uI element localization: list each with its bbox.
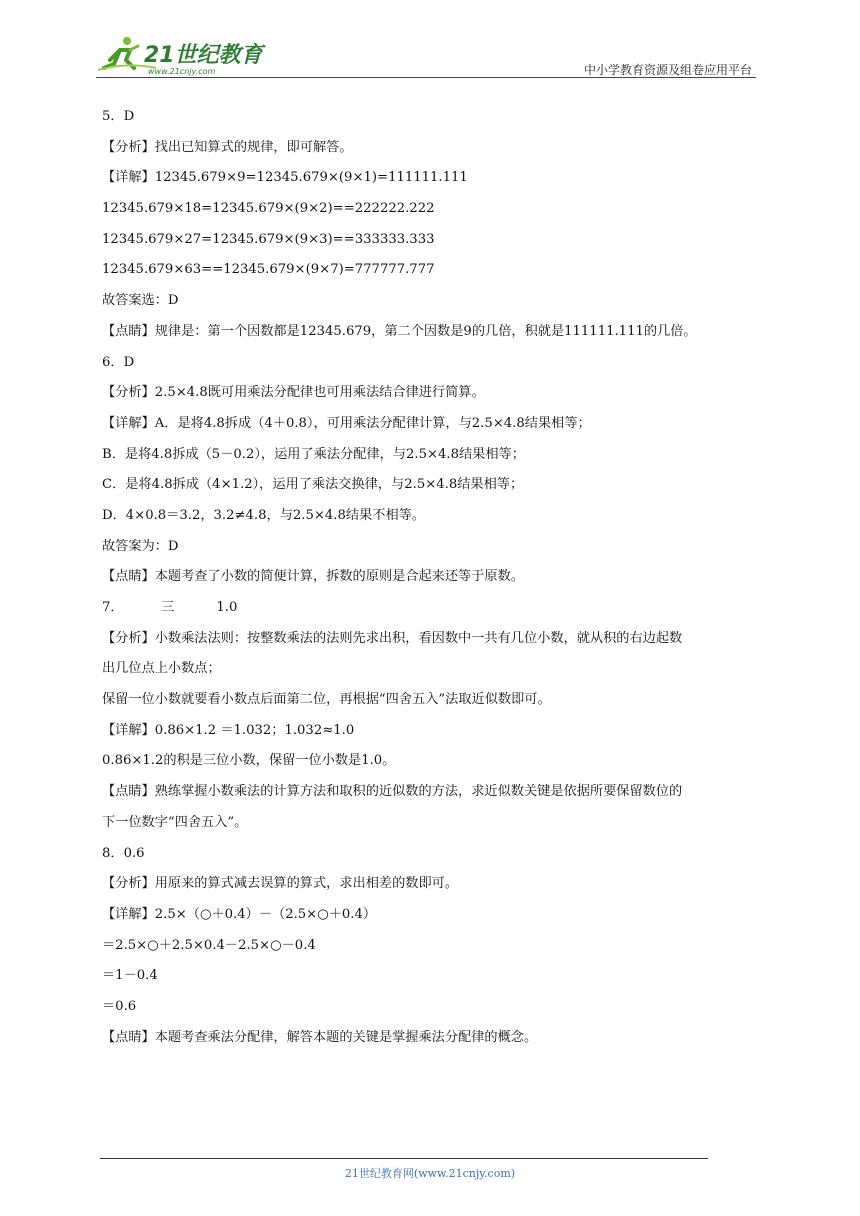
text-line: 下一位数字“四舍五入”。 [102,814,248,830]
text-line: 出几位点上小数点； [102,661,221,677]
text-line: 【点睛】本题考查乘法分配律，解答本题的关键是掌握乘法分配律的概念。 [102,1029,538,1045]
text-line: 【详解】12345.679×9=12345.679×(9×1)=111111.111 [102,170,468,186]
logo [96,34,266,78]
text-line: D．4×0.8＝3.2，3.2≠4.8，与2.5×4.8结果不相等。 [102,507,426,523]
page-header [96,34,756,78]
header-divider [96,77,756,78]
document-body [102,102,762,1053]
text-line: B．是将4.8拆成（5－0.2），运用了乘法分配律，与2.5×4.8结果相等； [102,446,525,462]
header-platform-text: 中小学教育资源及组卷应用平台 [583,63,752,77]
text-line: 7． 三 1.0 [102,600,238,615]
text-line: ＝2.5×○＋2.5×0.4－2.5×○－0.4 [102,937,316,953]
text-line: 【点睛】规律是：第一个因数都是12345.679，第二个因数是9的几倍，积就是111111.111的几倍。 [102,323,697,339]
text-line: ＝1－0.4 [102,968,158,984]
logo-text: 21世纪教育 [144,43,263,68]
text-line: 0.86×1.2的积是三位小数，保留一位小数是1.0。 [102,753,396,769]
text-line: 12345.679×18=12345.679×(9×2)==222222.222 [102,201,435,217]
text-line: C．是将4.8拆成（4×1.2），运用了乘法交换律，与2.5×4.8结果相等； [102,477,524,493]
text-line: 【点睛】熟练掌握小数乘法的计算方法和取积的近似数的方法，求近似数关键是依据所要保留数位的 [102,784,683,800]
text-line: 【点睛】本题考查了小数的简便计算，拆数的原则是合起来还等于原数。 [102,569,524,585]
logo-url: www.21cnjy.com [148,67,216,76]
text-line: 【分析】2.5×4.8既可用乘法分配律也可用乘法结合律进行简算。 [102,385,485,401]
text-line: 5．D [102,109,135,124]
text-line: 8．0.6 [102,845,145,861]
text-line: 12345.679×27=12345.679×(9×3)==333333.333 [102,231,435,247]
footer-text: 21世纪教育网(www.21cnjy.com) [344,1167,516,1180]
text-line: 保留一位小数就要看小数点后面第二位，再根据“四舍五入”法取近似数即可。 [102,692,551,708]
footer-divider [100,1158,708,1159]
text-line: 故答案选：D [102,293,179,309]
text-line: 【分析】小数乘法法则：按整数乘法的法则先求出积，看因数中一共有几位小数，就从积的右边起数 [102,630,683,646]
text-line: 【分析】用原来的算式减去误算的算式，求出相差的数即可。 [102,876,459,892]
text-line: 【分析】找出已知算式的规律，即可解答。 [102,139,353,155]
text-line: 6．D [102,354,135,370]
text-line: 【详解】2.5×（○＋0.4）－（2.5×○＋0.4） [102,906,377,922]
text-line: 【详解】0.86×1.2 ＝1.032；1.032≈1.0 [102,722,355,738]
text-line: ＝0.6 [102,998,137,1014]
text-line: 【详解】A．是将4.8拆成（4＋0.8），可用乘法分配律计算，与2.5×4.8结果相等； [102,415,591,431]
text-line: 12345.679×63==12345.679×(9×7)=777777.777 [102,262,435,278]
text-line: 故答案为：D [102,538,179,554]
